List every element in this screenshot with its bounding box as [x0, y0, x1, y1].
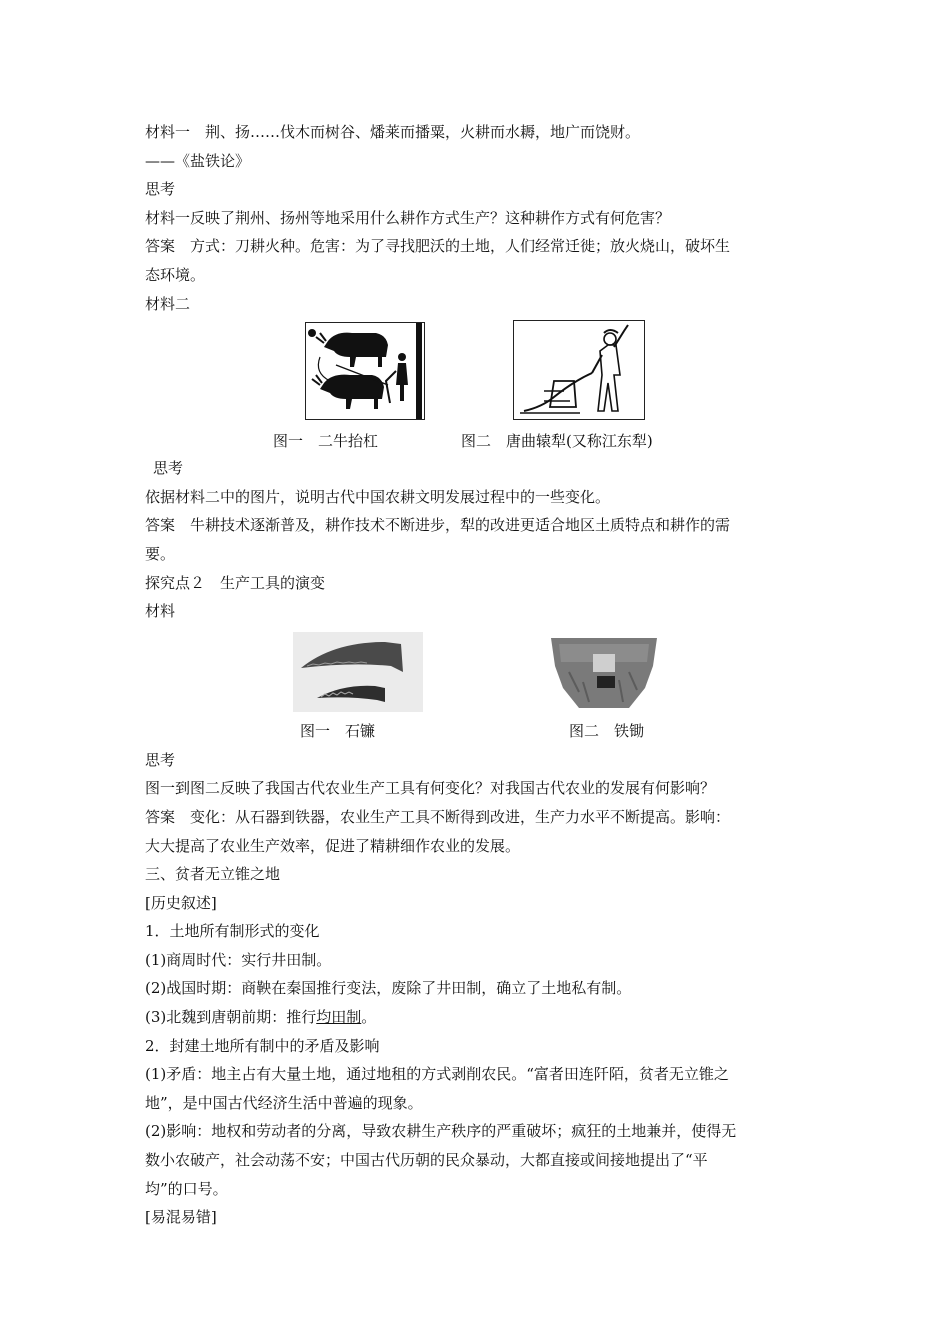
figure-2-caption-hoe: 图二 铁锄	[569, 721, 645, 740]
answer-1-line-1: 答案 方式：刀耕火种。危害：为了寻找肥沃的土地，人们经常迁徙；放火烧山，破坏生	[145, 237, 731, 256]
think-label-3: 思考	[145, 750, 176, 769]
item-2-a-line-2: 地”，是中国古代经济生活中普遍的现象。	[145, 1093, 423, 1112]
iron-hoe-image	[549, 632, 659, 712]
item-1-b: (2)战国时期：商鞅在秦国推行变法，废除了井田制，确立了土地私有制。	[145, 979, 632, 998]
think-label-2: 思考	[153, 459, 184, 478]
item-1-c-prefix: (3)北魏到唐朝前期：推行	[145, 1008, 317, 1027]
item-2-b-line-1: (2)影响：地权和劳动者的分离，导致农耕生产秩序的严重破坏；疯狂的土地兼并，使得无	[145, 1122, 737, 1141]
document-page	[145, 118, 815, 1232]
item-1-title: 1．土地所有制形式的变化	[145, 922, 320, 941]
curved-shaft-plough-drawing	[514, 321, 644, 419]
answer-2-line-2: 要。	[145, 544, 176, 563]
curved-shaft-plough-image	[513, 320, 645, 420]
tool-figures	[145, 626, 815, 746]
item-1-c	[145, 1003, 815, 1032]
material-2-figures	[145, 318, 815, 454]
history-narrative-label: [历史叙述]	[145, 893, 217, 912]
item-2-a-line-1: (1)矛盾：地主占有大量土地，通过地租的方式剥削农民。“富者田连阡陌，贫者无立锥之	[145, 1065, 729, 1084]
stone-sickle-image	[293, 632, 423, 712]
material-1-text: 材料一 荆、扬……伐木而树谷、燔莱而播粟，火耕而水耨，地广而饶财。	[145, 123, 641, 141]
answer-3-line-2: 大大提高了农业生产效率，促进了精耕细作农业的发展。	[145, 836, 521, 855]
question-3: 图一到图二反映了我国古代农业生产工具有何变化？对我国古代农业的发展有何影响？	[145, 779, 716, 798]
answer-2-line-1: 答案 牛耕技术逐渐普及，耕作技术不断进步，犁的改进更适合地区土质特点和耕作的需	[145, 516, 731, 535]
item-2-title: 2．封建土地所有制中的矛盾及影响	[145, 1036, 380, 1055]
figure-2-caption-plough: 图二 唐曲辕犁(又称江东犁)	[461, 432, 653, 451]
think-label-1: 思考	[145, 180, 176, 199]
iron-hoe-drawing	[549, 632, 659, 712]
stone-sickle-drawing	[293, 632, 423, 712]
item-1-c-suffix: 。	[361, 1008, 377, 1027]
figure-1-caption-sickle: 图一 石镰	[300, 721, 376, 740]
two-oxen-plough-drawing	[306, 323, 424, 419]
answer-1-line-2: 态环境。	[145, 265, 206, 284]
equal-field-system-term: 均田制	[316, 1008, 362, 1027]
item-2-b-line-2: 数小农破产，社会动荡不安；中国古代历朝的民众暴动，大都直接或间接地提出了“平	[145, 1151, 708, 1170]
item-2-b-line-3: 均”的口号。	[145, 1179, 228, 1198]
question-1: 材料一反映了荆州、扬州等地采用什么耕作方式生产？这种耕作方式有何危害？	[145, 208, 671, 227]
section-3-heading: 三、贫者无立锥之地	[145, 865, 281, 884]
material-1-source: ——《盐铁论》	[145, 151, 251, 170]
material-2-label: 材料二	[145, 294, 191, 313]
two-oxen-plough-image	[305, 322, 425, 420]
confusion-label: [易混易错]	[145, 1208, 217, 1227]
item-1-a: (1)商周时代：实行井田制。	[145, 950, 332, 969]
figure-1-caption-oxen: 图一 二牛抬杠	[273, 432, 379, 451]
material-label: 材料	[145, 602, 176, 621]
question-2: 依据材料二中的图片，说明古代中国农耕文明发展过程中的一些变化。	[145, 487, 611, 506]
answer-3-line-1: 答案 变化：从石器到铁器，农业生产工具不断得到改进，生产力水平不断提高。影响：	[145, 807, 731, 826]
inquiry-point-2-heading: 探究点２ 生产工具的演变	[145, 573, 326, 592]
